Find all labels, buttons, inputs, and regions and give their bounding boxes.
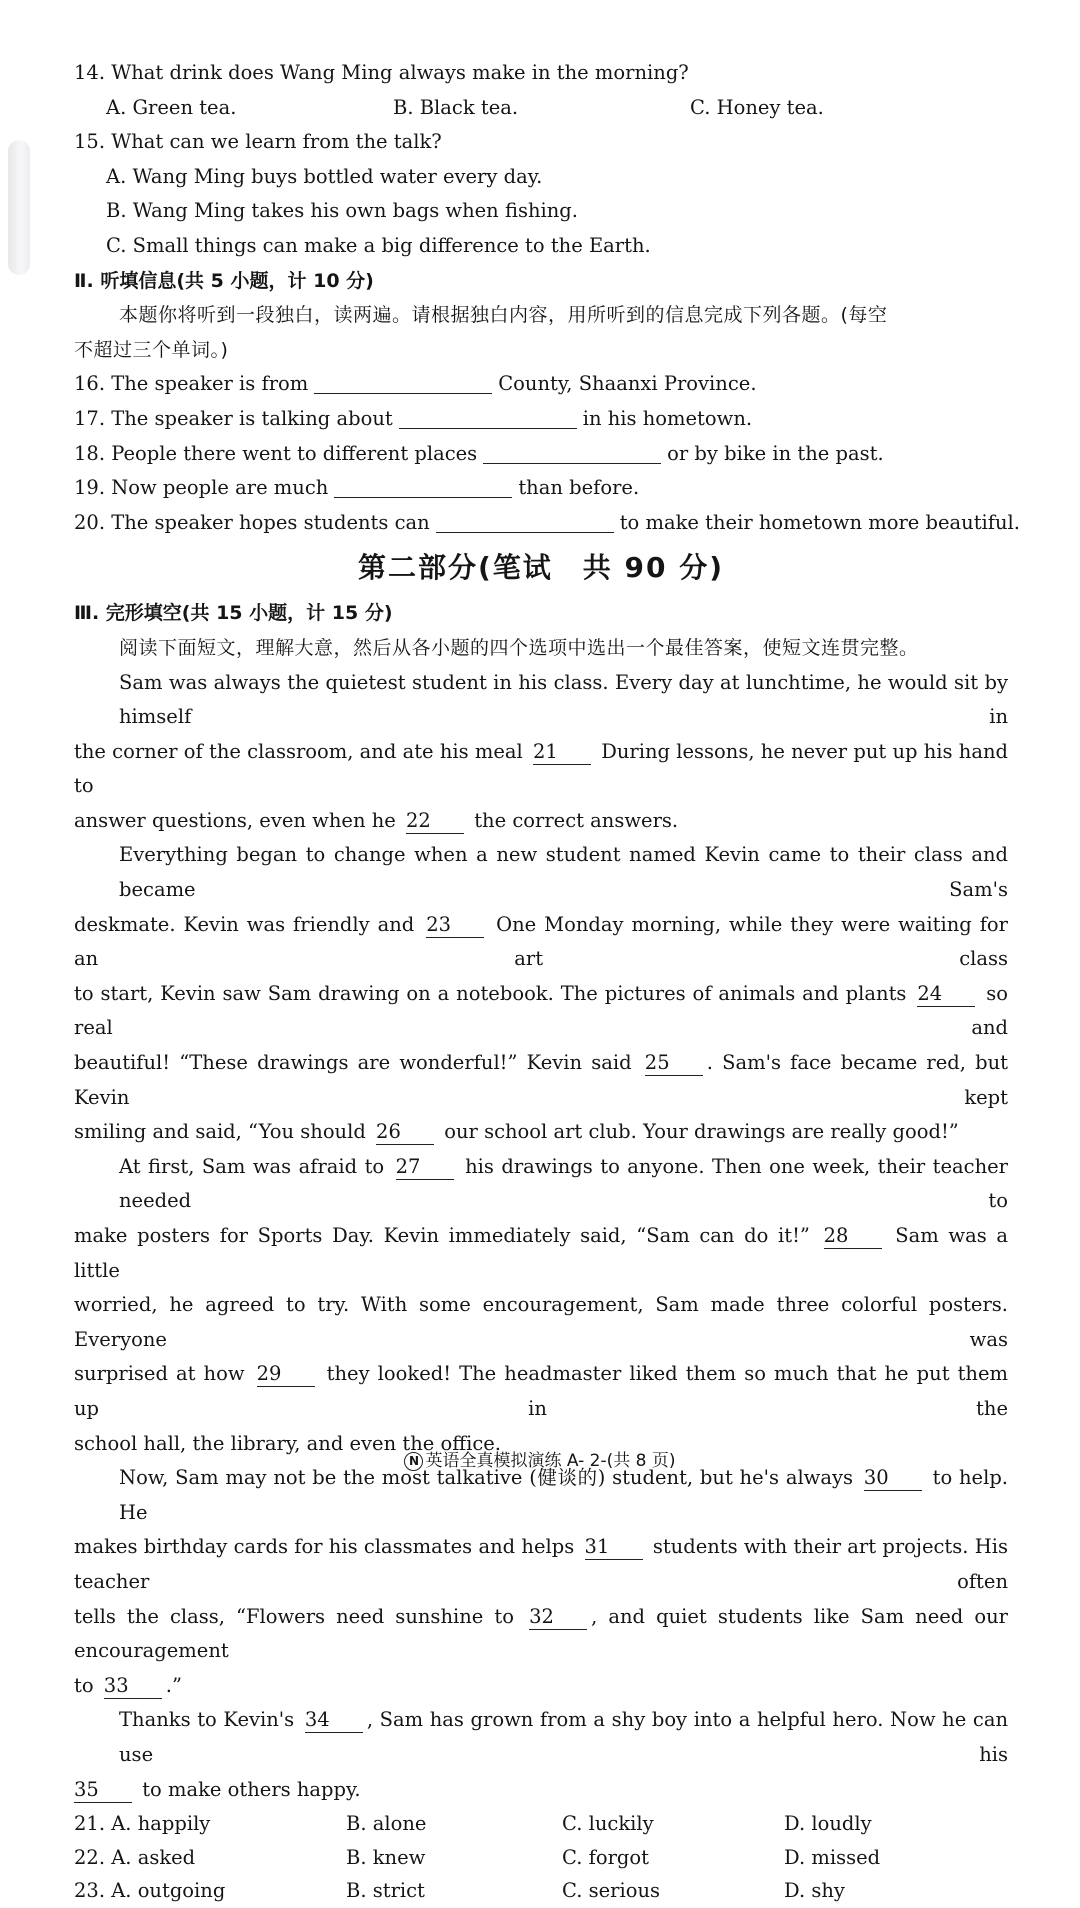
passage-line: the corner of the classroom, and ate his meal 21 During lessons, he never put up his hand to (74, 739, 1008, 798)
page-content (74, 56, 1020, 1908)
fill-question-20: 20. The speaker hopes students can to make their hometown more beautiful. (74, 510, 1020, 534)
passage-line: tells the class, “Flowers need sunshine to 32 , and quiet students like Sam need our encouragement (74, 1604, 1008, 1663)
option-d[interactable]: D. loudly (784, 1812, 872, 1836)
section-2-heading: Ⅱ. 听填信息(共 5 小题，计 10 分) (74, 269, 374, 292)
cloze-blank-34[interactable]: 34 (305, 1708, 363, 1733)
cloze-blank-31[interactable]: 31 (585, 1535, 643, 1560)
options-row-23 (74, 1874, 1008, 1908)
cloze-blank-25[interactable]: 25 (645, 1051, 703, 1076)
cloze-blank-33[interactable]: 33 (104, 1674, 162, 1699)
option-a: A. Green tea. (106, 95, 237, 119)
option-c[interactable]: C. forgot (562, 1845, 649, 1869)
option-b[interactable]: B. knew (346, 1845, 426, 1869)
passage-line: At first, Sam was afraid to 27 his drawings to anyone. Then one week, their teacher needed to (119, 1154, 1008, 1213)
passage-line: smiling and said, “You should 26 our school art club. Your drawings are really good!” (74, 1120, 959, 1144)
answer-blank[interactable] (436, 510, 614, 533)
passage-line: school hall, the library, and even the office. (74, 1431, 501, 1455)
option-b: B. Black tea. (393, 95, 519, 119)
passage-line: worried, he agreed to try. With some encouragement, Sam made three colorful posters. Everyone was (74, 1293, 1008, 1351)
section-3-heading: Ⅲ. 完形填空(共 15 小题，计 15 分) (74, 602, 393, 625)
answer-blank[interactable] (334, 475, 512, 498)
passage-line: Sam was always the quietest student in his class. Every day at lunchtime, he would sit by himself in (119, 670, 1008, 729)
passage-line: beautiful! “These drawings are wonderful!” Kevin said 25 . Sam's face became red, but Kevin kept (74, 1051, 1009, 1109)
footer-text: 英语全真模拟演练 A- 2-(共 8 页) (425, 1451, 676, 1471)
option-a[interactable]: 23. A. outgoing (74, 1879, 226, 1903)
answer-blank[interactable] (314, 371, 492, 394)
passage-line: make posters for Sports Day. Kevin immediately said, “Sam can do it!” 28 Sam was a little (74, 1224, 1008, 1282)
answer-blank[interactable] (483, 441, 661, 464)
section-2-instruction-line1: 本题你将听到一段独白，读两遍。请根据独白内容，用所听到的信息完成下列各题。(每空 (119, 304, 888, 327)
option-b[interactable]: B. strict (346, 1879, 425, 1903)
answer-blank[interactable] (399, 406, 577, 429)
options-row-22 (74, 1841, 1008, 1875)
option-a[interactable]: 22. A. asked (74, 1845, 196, 1869)
cloze-blank-24[interactable]: 24 (917, 982, 975, 1007)
options-row-21 (74, 1807, 1008, 1841)
question-14-stem: 14. What drink does Wang Ming always make in the morning? (74, 61, 689, 84)
passage-line: Everything began to change when a new student named Kevin came to their class and became Sam's (119, 843, 1008, 902)
cloze-blank-28[interactable]: 28 (824, 1224, 882, 1249)
question-15-stem: 15. What can we learn from the talk? (74, 130, 442, 154)
fill-question-19: 19. Now people are much than before. (74, 476, 640, 500)
passage-line: surprised at how 29 they looked! The headmaster liked them so much that he put them up in the (74, 1362, 1009, 1420)
option-c[interactable]: C. serious (562, 1879, 661, 1903)
passage-line: 35 to make others happy. (74, 1777, 361, 1801)
option-d[interactable]: D. shy (784, 1879, 845, 1903)
part-2-title: 第二部分(笔试 共 90 分) (357, 551, 725, 585)
passage-line: Thanks to Kevin's 34 , Sam has grown from a shy boy into a helpful hero. Now he can use his (119, 1708, 1009, 1766)
cloze-blank-26[interactable]: 26 (376, 1120, 434, 1145)
cloze-blank-21[interactable]: 21 (533, 740, 591, 765)
publisher-mark-icon: N (404, 1452, 423, 1471)
cloze-blank-22[interactable]: 22 (406, 809, 464, 834)
question-15-option-b: B. Wang Ming takes his own bags when fishing. (106, 199, 578, 223)
question-14-options (74, 91, 1008, 126)
cloze-blank-23[interactable]: 23 (426, 913, 484, 938)
cloze-blank-29[interactable]: 29 (257, 1362, 315, 1387)
option-c[interactable]: C. luckily (562, 1812, 654, 1836)
cloze-blank-32[interactable]: 32 (529, 1605, 587, 1630)
question-15-option-c: C. Small things can make a big difference to the Earth. (106, 233, 651, 257)
passage-line: to 33 .” (74, 1673, 182, 1697)
cloze-blank-30[interactable]: 30 (864, 1466, 922, 1491)
passage-line: deskmate. Kevin was friendly and 23 One Monday morning, while they were waiting for an art class (74, 912, 1008, 971)
fill-question-16: 16. The speaker is from County, Shaanxi Province. (74, 372, 757, 396)
option-a[interactable]: 21. A. happily (74, 1812, 211, 1836)
passage-line: answer questions, even when he 22 the correct answers. (74, 808, 679, 832)
passage-line: to start, Kevin saw Sam drawing on a notebook. The pictures of animals and plants 24 so real and (74, 981, 1009, 1040)
binder-tab (8, 140, 30, 275)
option-c: C. Honey tea. (690, 95, 824, 119)
passage-line: Now, Sam may not be the most talkative (健谈的) student, but he's always 30 to help. He (119, 1466, 1009, 1524)
question-15-option-a: A. Wang Ming buys bottled water every day. (106, 164, 543, 188)
fill-question-17: 17. The speaker is talking about in his hometown. (74, 406, 753, 430)
option-d[interactable]: D. missed (784, 1845, 881, 1869)
page-footer (0, 1446, 1080, 1471)
section-3-instruction: 阅读下面短文，理解大意，然后从各小题的四个选项中选出一个最佳答案，使短文连贯完整。 (119, 636, 919, 659)
section-2-instruction-line2: 不超过三个单词。) (74, 338, 229, 361)
cloze-blank-35[interactable]: 35 (74, 1778, 132, 1803)
passage-line: makes birthday cards for his classmates and helps 31 students with their art projects. His teacher often (74, 1535, 1008, 1593)
cloze-blank-27[interactable]: 27 (396, 1155, 454, 1180)
option-b[interactable]: B. alone (346, 1812, 427, 1836)
fill-question-18: 18. People there went to different places or by bike in the past. (74, 441, 884, 465)
